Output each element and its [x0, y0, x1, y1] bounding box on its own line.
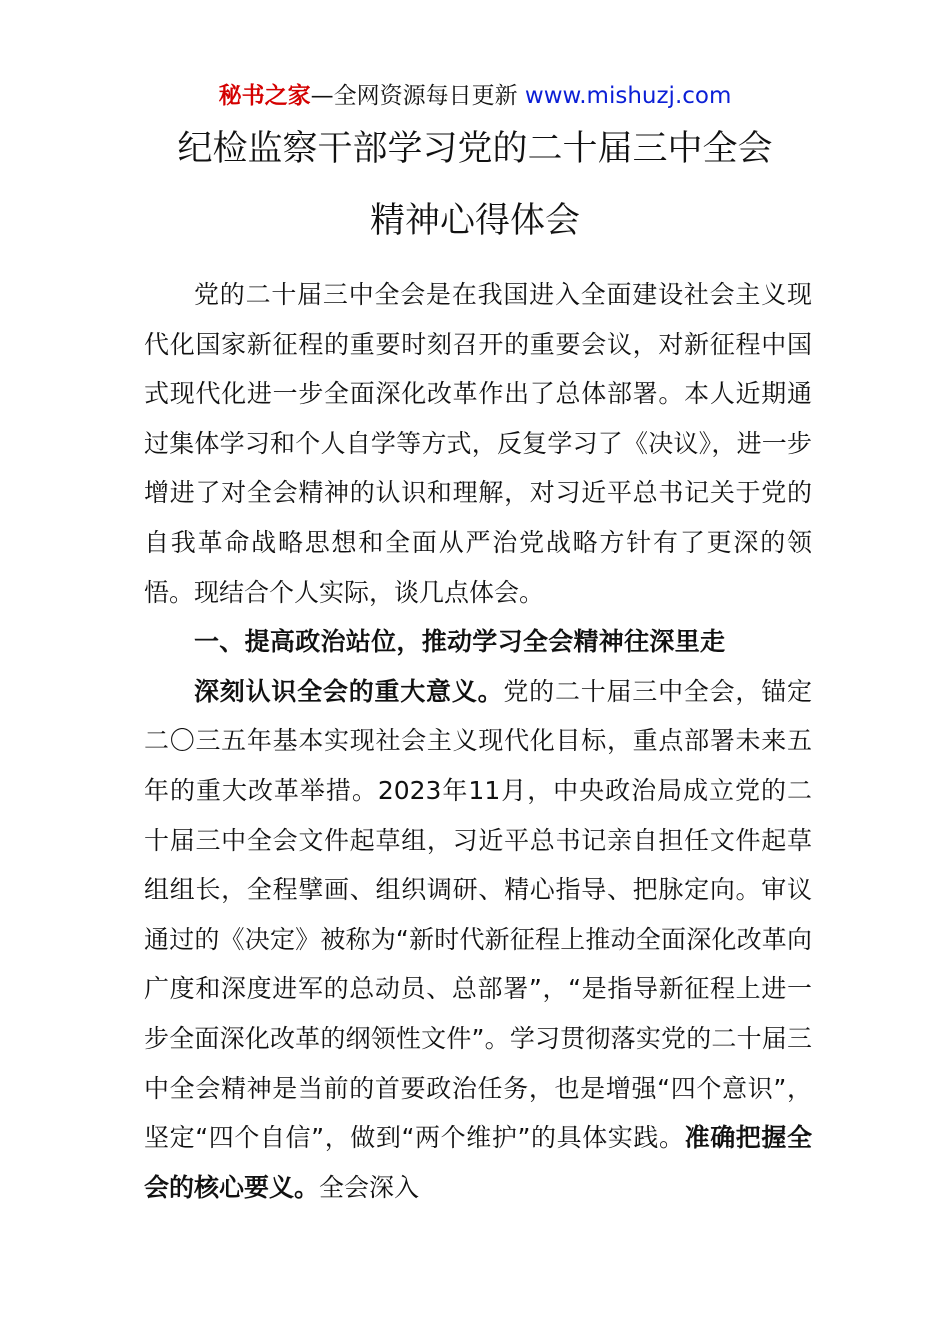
paragraph-text: 党的二十届三中全会，锚定二〇三五年基本实现社会主义现代化目标，重点部署未来五年的重大改革举措。2023年11月，中央政治局成立党的二十届三中全会文件起草组，习近平总书记亲自担任文件起草组组长，全程擘画、组织调研、精心指导、把脉定向。审议通过的《决定》被称为“新时代新征程上推动全面深化改革向广度和深度进军的总动员、总部署”，“是指导新征程上进一步全面深化改革的纲领性文件”。学习贯彻落实党的二十届三中全会精神是当前的首要政治任务，也是增强“四个意识”，坚定“四个自信”，做到“两个维护”的具体实践。 — [144, 676, 812, 1153]
site-url[interactable]: www.mishuzj.com — [524, 83, 732, 109]
document-title-line-2: 精神心得体会 — [369, 201, 580, 241]
paragraph-significance — [144, 667, 812, 1213]
paragraph-tail: 全会深入 — [319, 1172, 420, 1202]
paragraph-lead: 深刻认识全会的重大意义。 — [194, 676, 504, 706]
document-body — [144, 270, 812, 1212]
site-header — [0, 80, 950, 112]
document-title-line-1: 纪检监察干部学习党的二十届三中全会 — [177, 129, 773, 169]
intro-paragraph: 党的二十届三中全会是在我国进入全面建设社会主义现代化国家新征程的重要时刻召开的重要会议，对新征程中国式现代化进一步全面深化改革作出了总体部署。本人近期通过集体学习和个人自学等方式，反复学习了《决议》，进一步增进了对全会精神的认识和理解，对习近平总书记关于党的自我革命战略思想和全面从严治党战略方针有了更深的领悟。现结合个人实际，谈几点体会。 — [144, 280, 812, 607]
section-heading-1: 一、提高政治站位，推动学习全会精神往深里走 — [194, 627, 726, 657]
header-slogan: —全网资源每日更新 — [310, 83, 525, 109]
paragraph-lead-2: 准确把握全会的核心要义。 — [144, 1123, 812, 1202]
brand-name: 秘书之家 — [218, 83, 311, 109]
